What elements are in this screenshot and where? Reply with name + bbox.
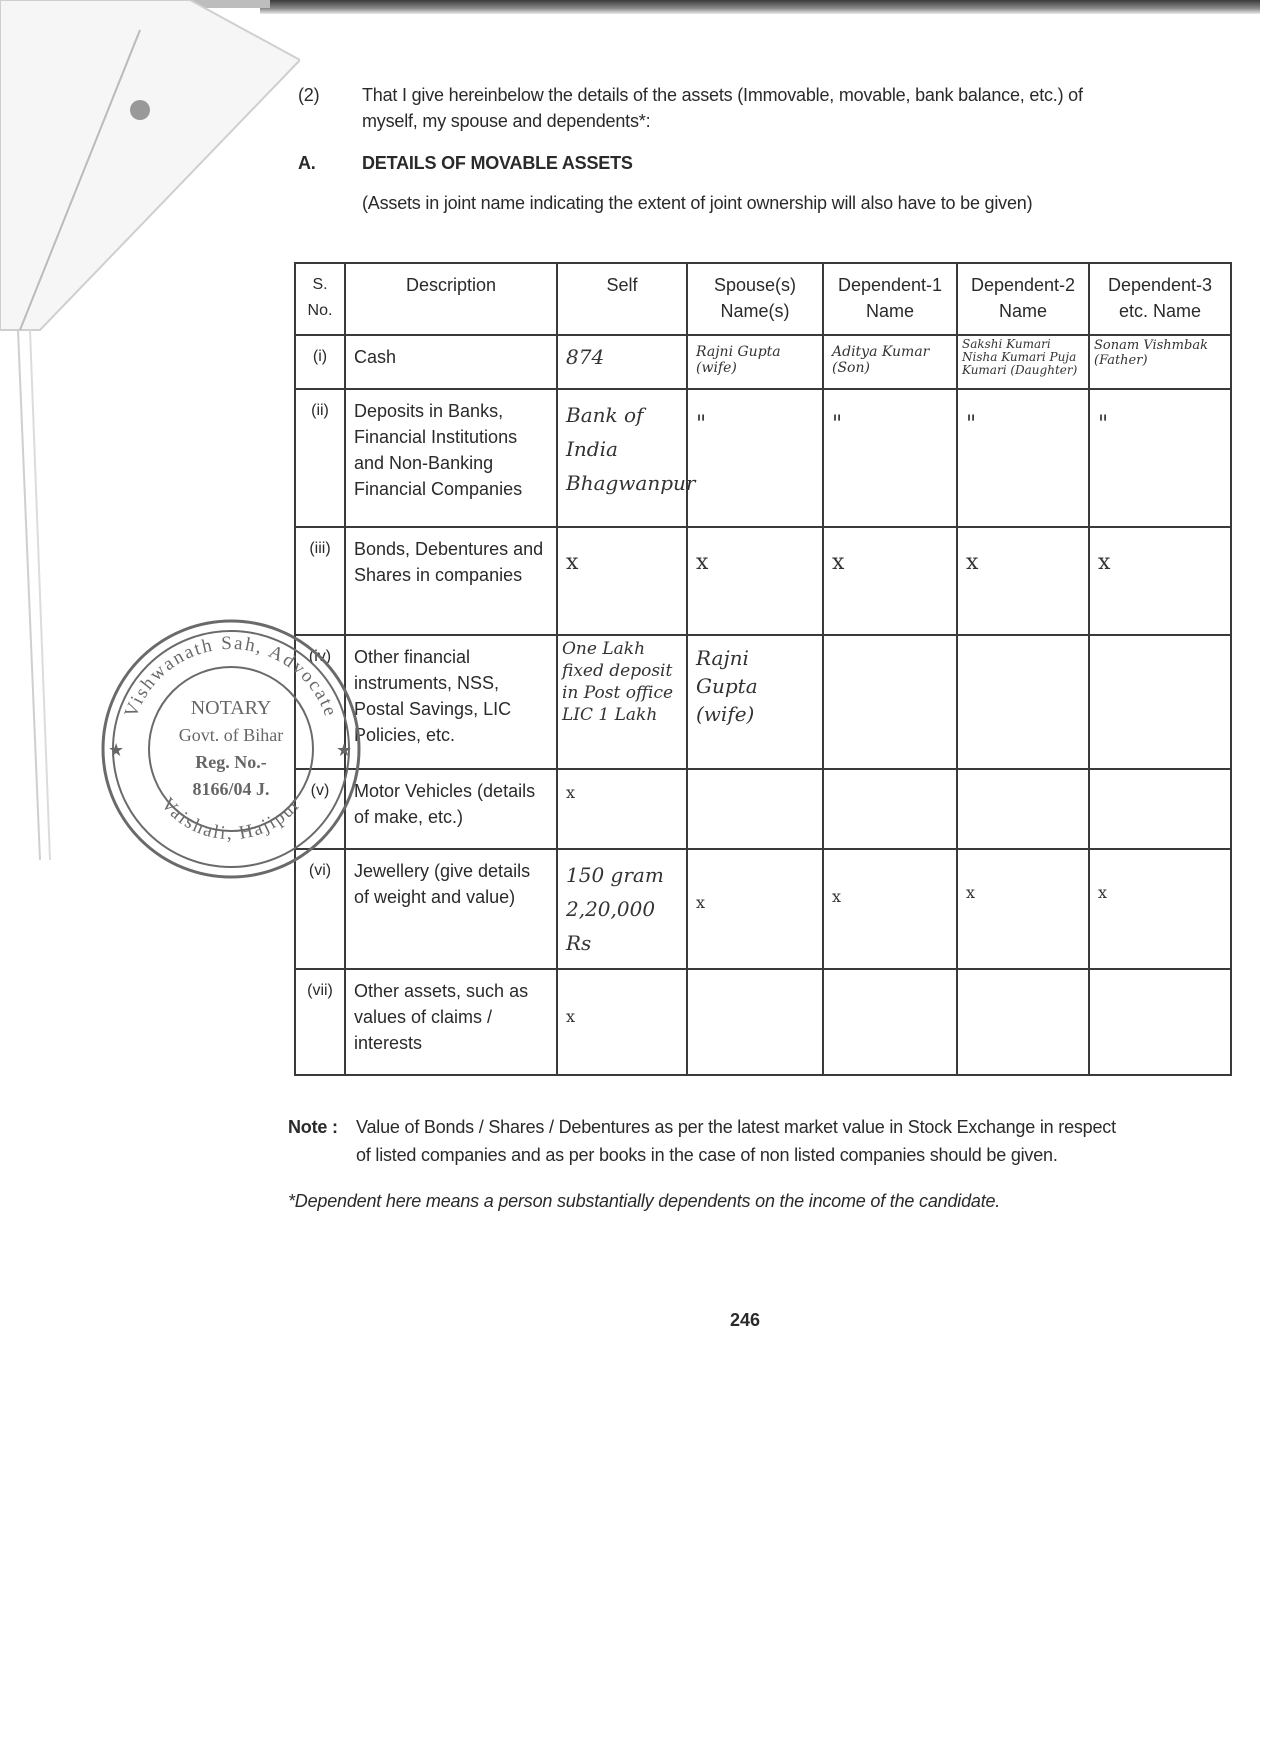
row-dependent-3: ": [1089, 389, 1231, 527]
row-description: Other assets, such as values of claims / interests: [345, 969, 557, 1075]
note-line2: of listed companies and as per books in the case of non listed companies should be given.: [356, 1145, 1058, 1165]
stamp-top-arc: Vishwanath Sah, Advocate: [120, 632, 342, 721]
row-sno: (ii): [295, 389, 345, 527]
dependent-footnote: *Dependent here means a person substantially dependents on the income of the candidate.: [288, 1191, 1001, 1211]
row-description: Deposits in Banks, Financial Institutions and Non-Banking Financial Companies: [345, 389, 557, 527]
table-row: [295, 389, 1231, 527]
header-self: Self: [557, 263, 687, 335]
row-spouse: ": [687, 389, 823, 527]
row-sno: (vi): [295, 849, 345, 969]
row-self: 150 gram 2,20,000 Rs: [557, 849, 687, 969]
section-title: DETAILS OF MOVABLE ASSETS: [362, 153, 633, 173]
row-description: Jewellery (give details of weight and value): [345, 849, 557, 969]
row-dependent-2: x: [957, 849, 1089, 969]
row-description: Other financial instruments, NSS, Postal Savings, LIC Policies, etc.: [345, 635, 557, 769]
row-spouse: x: [687, 849, 823, 969]
page-number: 246: [730, 1310, 761, 1330]
scan-top-edge: [260, 0, 1260, 14]
header-sno: S. No.: [295, 263, 345, 335]
row-spouse: x: [687, 527, 823, 635]
note-label: Note :: [288, 1117, 338, 1137]
row-dependent-3: Sonam Vishmbak (Father): [1089, 335, 1231, 389]
intro-number: (2): [298, 85, 320, 105]
row-sno: (vii): [295, 969, 345, 1075]
row-dependent-3: x: [1089, 849, 1231, 969]
stamp-bottom-arc: Vaishali, Hajipur: [156, 793, 306, 845]
row-dependent-2: [957, 969, 1089, 1075]
row-dependent-2: [957, 769, 1089, 849]
row-self: x: [557, 769, 687, 849]
table-row: [295, 849, 1231, 969]
section-subtitle: (Assets in joint name indicating the extent of joint ownership will also have to be given): [362, 193, 1033, 213]
row-description: Cash: [345, 335, 557, 389]
row-dependent-3: [1089, 769, 1231, 849]
header-dependent-1: Dependent-1 Name: [823, 263, 957, 335]
header-spouse: Spouse(s) Name(s): [687, 263, 823, 335]
table-row: [295, 527, 1231, 635]
table-row: [295, 335, 1231, 389]
svg-text:Vaishali, Hajipur: [157, 794, 306, 845]
stamp-line4: 8166/04 J.: [192, 779, 270, 799]
row-dependent-2: ": [957, 389, 1089, 527]
row-dependent-2: [957, 635, 1089, 769]
row-description: Bonds, Debentures and Shares in companies: [345, 527, 557, 635]
row-self: One Lakh fixed deposit in Post office LIC 1 Lakh: [557, 635, 687, 769]
stamp-line1: NOTARY: [190, 697, 272, 719]
row-self: x: [557, 969, 687, 1075]
row-dependent-3: x: [1089, 527, 1231, 635]
row-dependent-1: Aditya Kumar (Son): [823, 335, 957, 389]
row-spouse: Rajni Gupta (wife): [687, 335, 823, 389]
row-dependent-1: x: [823, 527, 957, 635]
stamp-line3: Reg. No.-: [195, 752, 267, 772]
row-dependent-2: Sakshi Kumari Nisha Kumari Puja Kumari (Daughter): [957, 335, 1089, 389]
row-dependent-3: [1089, 969, 1231, 1075]
stamp-star-icon: ★: [336, 740, 353, 760]
row-self: x: [557, 527, 687, 635]
stamp-star-icon: ★: [108, 740, 125, 760]
row-dependent-1: [823, 635, 957, 769]
intro-line2: myself, my spouse and dependents*:: [362, 111, 651, 131]
row-description: Motor Vehicles (details of make, etc.): [345, 769, 557, 849]
header-dependent-3: Dependent-3 etc. Name: [1089, 263, 1231, 335]
table-header-row: [295, 263, 1231, 335]
row-dependent-2: x: [957, 527, 1089, 635]
note-line1: Value of Bonds / Shares / Debentures as per the latest market value in Stock Exchange in respect: [356, 1117, 1116, 1137]
row-dependent-1: [823, 769, 957, 849]
row-sno: (iii): [295, 527, 345, 635]
row-self: 874: [557, 335, 687, 389]
section-letter: A.: [298, 153, 316, 173]
table-row: [295, 635, 1231, 769]
row-dependent-1: [823, 969, 957, 1075]
row-dependent-1: x: [823, 849, 957, 969]
table-row: [295, 769, 1231, 849]
row-spouse: Rajni Gupta (wife): [687, 635, 823, 769]
row-dependent-3: [1089, 635, 1231, 769]
row-spouse: [687, 969, 823, 1075]
row-sno: (v): [295, 769, 345, 849]
row-sno: (i): [295, 335, 345, 389]
header-dependent-2: Dependent-2 Name: [957, 263, 1089, 335]
intro-line1: That I give hereinbelow the details of the assets (Immovable, movable, bank balance, etc.) of: [362, 85, 1083, 105]
movable-assets-table: [294, 262, 1232, 1076]
table-row: [295, 969, 1231, 1075]
header-description: Description: [345, 263, 557, 335]
notary-stamp: [96, 614, 366, 884]
row-spouse: [687, 769, 823, 849]
stamp-line2: Govt. of Bihar: [178, 725, 284, 745]
row-sno: (iv): [295, 635, 345, 769]
row-self: Bank of India Bhagwanpur: [557, 389, 687, 527]
row-dependent-1: ": [823, 389, 957, 527]
